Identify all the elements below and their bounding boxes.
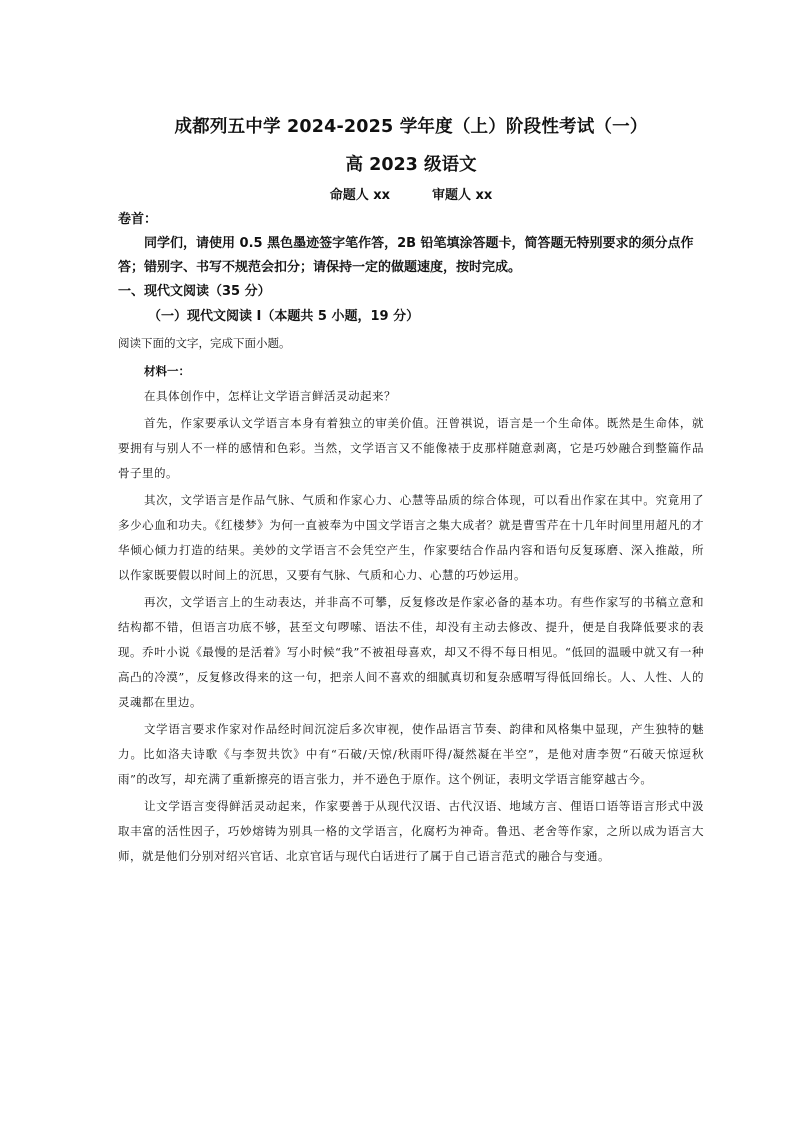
reviewer-label: 审题人 xx [432, 188, 493, 203]
setter-label: 命题人 xx [329, 188, 390, 203]
paragraph-5: 文学语言要求作家对作品经时间沉淀后多次审视，使作品语言节奏、韵律和风格集中显现，产生独特的魅力。比如洛夫诗歌《与李贺共饮》中有“石破/天惊/秋雨吓得/凝然凝在半空”，是他对唐李贺“石破天惊逗秋雨”的改写，却充满了重新擦亮的语言张力，并不逊色于原作。这个例证，表明文学语言能穿越古今。 [118, 722, 704, 786]
exam-title: 成都列五中学 2024-2025 学年度（上）阶段性考试（一） [174, 117, 648, 137]
paragraph-6: 让文学语言变得鲜活灵动起来，作家要善于从现代汉语、古代汉语、地域方言、俚语口语等语言形式中汲取丰富的活性因子，巧妙熔铸为别具一格的文学语言，化腐朽为神奇。鲁迅、老舍等作家，之所以成为语言大师，就是他们分别对绍兴官话、北京官话与现代白话进行了属于自己语言范式的融合与变通。 [118, 799, 704, 863]
section-sub-heading: （一）现代文阅读 I（本题共 5 小题，19 分） [148, 309, 420, 324]
paragraph-4: 再次，文学语言上的生动表达，并非高不可攀，反复修改是作家必备的基本功。有些作家写的书稿立意和结构都不错，但语言功底不够，甚至文句啰嗦、语法不佳，却没有主动去修改、提升，便是自我降低要求的表现。乔叶小说《最慢的是活着》写小时候“我”不被祖母喜欢，却又不得不每日相见。“低回的温暖中就又有一种高凸的冷漠”，反复修改得来的这一句，把亲人间不喜欢的细腻真切和复杂感喟写得低回绵长。人、人性、人的灵魂都在里边。 [118, 595, 704, 709]
exam-setters [118, 184, 704, 208]
paragraph-2: 首先，作家要承认文学语言本身有着独立的审美价值。汪曾祺说，语言是一个生命体。既然是生命体，就要拥有与别人不一样的感情和色彩。当然，文学语言又不能像裱于皮那样随意剥离，它是巧妙融合到整篇作品骨子里的。 [118, 416, 704, 480]
exam-subtitle: 高 2023 级语文 [345, 155, 477, 175]
section-heading: 一、现代文阅读（35 分） [118, 284, 271, 299]
preface-label: 卷首： [118, 212, 158, 227]
reading-instruction: 阅读下面的文字，完成下面小题。 [118, 336, 291, 350]
material-label: 材料一： [144, 364, 190, 378]
paragraph-3: 其次，文学语言是作品气脉、气质和作家心力、心慧等品质的综合体现，可以看出作家在其中。究竟用了多少心血和功夫。《红楼梦》为何一直被奉为中国文学语言之集大成者？就是曹雪芹在十几年时间里用超凡的才华倾心倾力打造的结果。美妙的文学语言不会凭空产生，作家要结合作品内容和语句反复琢磨、深入推敲，所以作家既要假以时间上的沉思，又要有气脉、气质和心力、心慧的巧妙运用。 [118, 493, 704, 582]
preface-note: 同学们，请使用 0.5 黑色墨迹签字笔作答，2B 铅笔填涂答题卡，简答题无特别要求的须分点作答；错别字、书写不规范会扣分；请保持一定的做题速度，按时完成。 [118, 236, 694, 275]
paragraph-1: 在具体创作中，怎样让文学语言鲜活灵动起来？ [144, 389, 396, 403]
